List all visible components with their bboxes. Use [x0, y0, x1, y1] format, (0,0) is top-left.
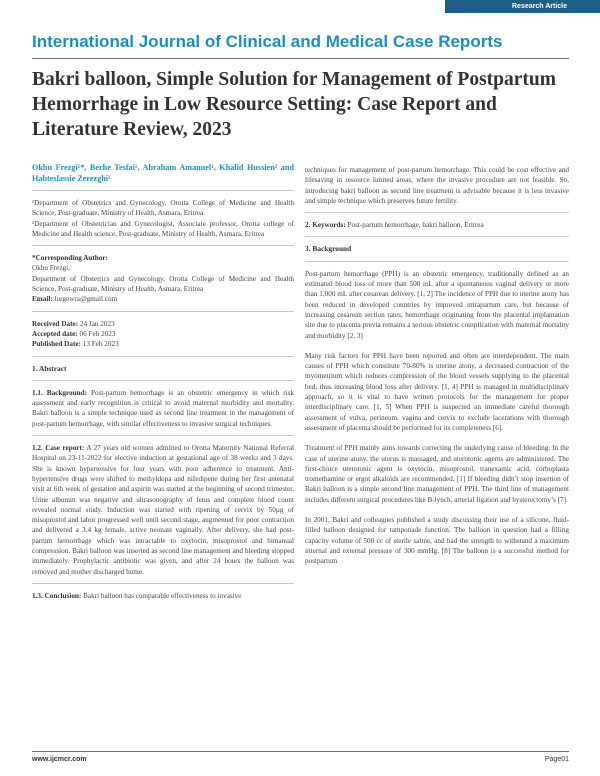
conclusion-label: 1.3. Conclusion:	[32, 591, 82, 600]
published-date	[32, 339, 294, 349]
received-label: Received Date:	[32, 319, 79, 328]
journal-website-link[interactable]: www.ijcmcr.com	[32, 756, 87, 763]
right-column	[305, 165, 569, 567]
background-heading-divider	[305, 261, 569, 262]
abstract-divider	[32, 380, 294, 381]
abstract-background	[32, 388, 294, 429]
abstract-conclusion	[32, 591, 294, 601]
corresponding-address: Department of Obstetrics and Gynecology, Orotta College of Medicine and Health Science, Post-graduate, Ministry of Health, Asmara, Eritrea	[32, 274, 294, 294]
journal-name[interactable]: International Journal of Clinical and Medical Case Reports	[32, 32, 503, 51]
page-number: Page01	[544, 756, 569, 763]
author-list: Okbu Frezgi¹*, Berhe Tesfai¹, Abraham Amanuel¹, Khalid Hussien² and Habteslassie Zerezghi²	[32, 163, 294, 183]
author-divider	[32, 190, 294, 191]
article-type-badge: Research Article	[445, 0, 600, 13]
corresponding-label: *Corresponding Author:	[32, 254, 108, 263]
body-paragraph-2: Many risk factors for PPH have been reported and often are interdependent. The main causes of PPH which constitute 70-80% is uterine atony, a decreased contraction of the myometrium which reduces compression of the blood vessels supplying to the placental bed, thus increasing blood loss after delivery. [1, 4] PPH is managed in multidisciplinary approach, so it is vital to have written protocols for the management for proper interdisciplinary care. [1, 5] When PPH is suspected an immediate careful thorough assessment of vulva, perineum, vagina and cervix to exclude lacerations with thorough assessment of placenta should be performed for its completeness [6].	[305, 351, 569, 432]
email-label: Email:	[32, 295, 53, 304]
accepted-date	[32, 329, 294, 339]
case-report-label: 1.2. Case report:	[32, 444, 85, 453]
background-divider	[32, 435, 294, 436]
journal-divider	[32, 58, 569, 59]
received-date	[32, 319, 294, 329]
conclusion-text-start: Bakri balloon has comparable effectiveness to invasive	[83, 591, 242, 600]
background-heading: 3. Background	[305, 244, 352, 254]
corresponding-divider	[32, 311, 294, 312]
left-column	[32, 162, 294, 601]
accepted-value: 06 Feb 2023	[79, 329, 116, 338]
affiliation-divider	[32, 245, 294, 246]
abstract-heading: 1. Abstract	[32, 363, 67, 373]
received-value: 24 Jan 2023	[79, 319, 115, 328]
accepted-label: Accepted date:	[32, 329, 78, 338]
keywords-label: 2. Keywords:	[305, 221, 346, 230]
case-report-text: A 27 years old women admitted to Orotta Maternity National Referral Hospital on 23-11-2022 for elective induction at gestational age of 38 weeks and 3 days. She is known hypertensive for four years with poor adherence to treatment. Anti-hypertensive drugs were shifted to methyldopa and nifedipene during her first antenatal visit at 6th week of gestation and aspirin was started at the beginning of second trimester. Urine albumin was negative and ultrasonography of fetus and complete blood count revealed normal study. Induction was started with ripening of cervix by 50µg of misoprostol and labor progressed well until second stage, augmented for poor contraction and delivered a 3.4 kg female, active neonate vaginally. After delivery, she had post-partum hemorrhage which was intractable to oxytocin, misoprostol and bimanual compression. Bakri balloon was inserted as second line management and bleeding stopped immediately. Prophylactic antibiotic was given, and after 24 hours the balloon was removed and mother discharged home.	[32, 444, 294, 576]
conclusion-divider	[305, 212, 569, 213]
keywords-line	[305, 220, 569, 230]
abstract-case-report	[32, 443, 294, 577]
published-label: Published Date:	[32, 340, 81, 349]
dates-divider	[32, 356, 294, 357]
body-paragraph-3: Treatment of PPH mainly aims towards correcting the underlying cause of bleeding. In the case of uterine atony, the uterus is massaged, and uterotonic agents are administered. The first-choice uterotonic agent is oxytocin, misoprostol, tranexamic acid, corboplasta tromethamine or ergot alkaloids are recommended. [1] If bleeding didn’t stop insertion of Bakri balloon is a simple second line management of PPH. The third line of management includes different surgical procedures like B-lynch, arterial ligation and hysterectomy’s [7].	[305, 444, 569, 504]
published-value: 13 Feb 2023	[82, 340, 119, 349]
affiliation-1: ¹Department of Obstetrics and Gynecology, Orotta College of Medicine and Health Science, Post-graduate, Ministry of Health, Asmara, Eritrea	[32, 199, 294, 218]
affiliation-2: ²Department of Obstetrician and Gynecologist, Associate professor, Orotta college of Medicine and Health science, Post-graduate, Ministry of Health, Asmara, Eritrea	[32, 219, 294, 238]
background-label: 1.1. Background:	[32, 388, 87, 397]
keywords-divider	[305, 236, 569, 237]
email-link[interactable]: lurgewra@gmail.com	[54, 295, 118, 304]
body-paragraph-4: In 2001, Bakri and colleagues published a study discussing their use of a silicone, fluid-filled balloon designed for tamponade function. The balloon in question had a filling capacity volume of 500 cc of sterile saline, and had the strength to withstand a maximum internal and external pressure of 300 mmHg. [8] The balloon is a successful method for postpartum	[305, 516, 569, 566]
case-divider	[32, 583, 294, 584]
article-title: Bakri balloon, Simple Solution for Management of Postpartum Hemorrhage in Low Resource Setting: Case Report and Literature Review, 2023	[32, 69, 556, 140]
footer-divider	[32, 751, 569, 752]
background-text: Post-partum hemorrhage is an obstetric emergency in which risk assessment and early recognition is critical to avoid maternal morbidity and mortality. Bakri balloon is a simple technique used as second line treatment in the management of post-partum hemorrhage, with similar effectiveness to invasive surgical techniques.	[32, 388, 295, 428]
body-paragraph-1: Post-partum hemorrhage (PPH) is an obstetric emergency, traditionally defined as an estimated blood loss of more than 500 mL after a spontaneous vaginal delivery or more than 1,000 mL after cesarean delivery. [1, 2] The incidence of PPH due to uterine atony has been reduced in developed countries by improved intrapartum care, but because of increasing cesarean section rates, hemorrhage originating from the placental implantation site due to placenta previa remains a serious obstetric complication with maternal mortality and morbidity [2, 3]	[305, 269, 569, 340]
corresponding-email-line	[32, 294, 294, 304]
conclusion-continued: techniques for management of post-partum hemorrhage. This could be cost effective and lifesaving in resource limited areas, where the invasive procedure are not feasible. So, introducing bakri balloon as second line treatment is advisable because it is less invasive and simple technique which preserves future fertility.	[305, 166, 569, 205]
keywords-text: Post-partum hemorrhage, bakri balloon, Eritrea	[347, 221, 484, 230]
corresponding-name: Okbu Frezgi,	[32, 264, 70, 273]
